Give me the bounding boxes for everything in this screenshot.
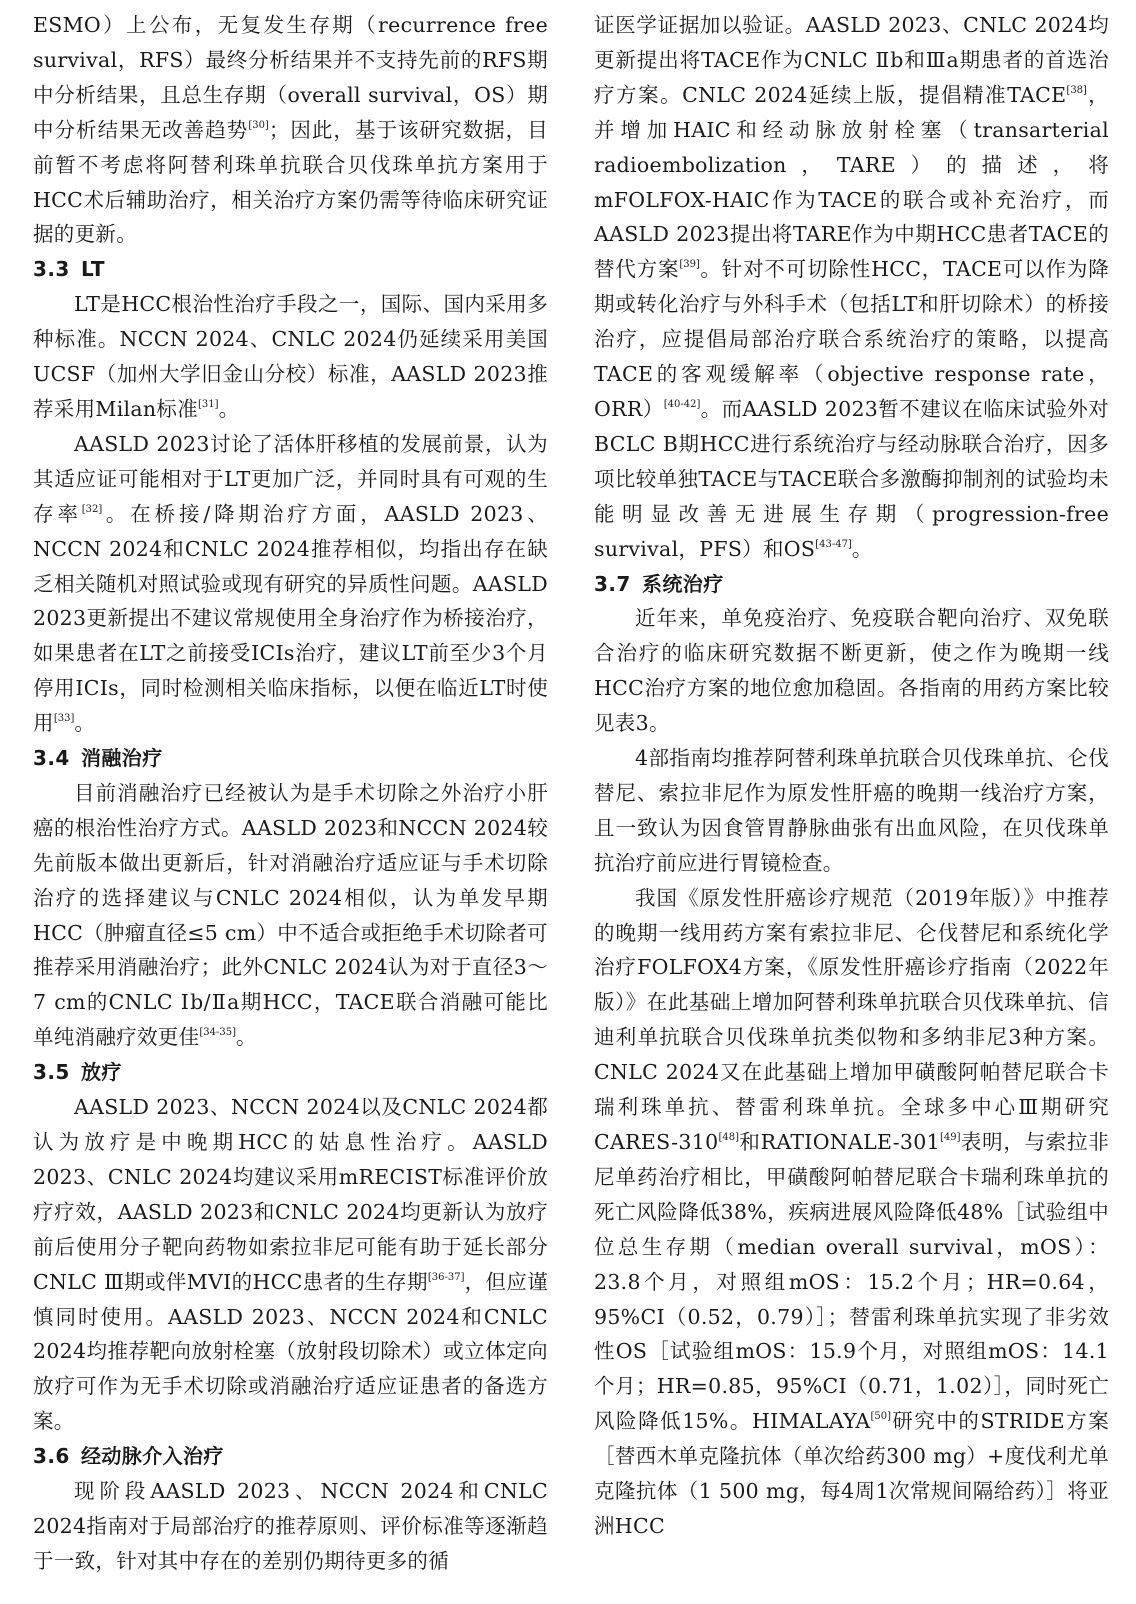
text-run: 证医学证据加以验证。AASLD 2023、CNLC 2024均更新提出将TACE作为CNLC Ⅱb和Ⅲa期患者的首选治疗方案。CNLC 2024延续上版，提倡精准TACE — [594, 13, 1109, 107]
right-column — [594, 8, 1109, 1544]
citation-ref: [48] — [718, 1132, 739, 1143]
citation-ref: [33] — [53, 713, 75, 725]
section-title: 放疗 — [81, 1060, 122, 1085]
text-run: ，并增加HAIC和经动脉放射栓塞（transarterial radioembolization，TARE）的描述，将mFOLFOX-HAIC作为TACE的联合或补充治疗，而AASLD 2023提出将TARE作为中期HCC患者TACE的替代方案 — [594, 82, 1109, 282]
text-run: ESMO）上公布，无复发生存期（recurrence free survival，RFS）最终分析结果并不支持先前的RFS期中分析结果，且总生存期（overall survival，OS）期中分析结果无改善趋势 — [33, 13, 548, 142]
section-number: 3.3 — [33, 257, 70, 282]
section-heading — [33, 741, 548, 776]
section-title: LT — [81, 257, 105, 282]
citation-ref: [43-47] — [815, 538, 852, 550]
text-run: 。 — [236, 1025, 257, 1050]
section-title: 系统治疗 — [642, 571, 724, 596]
left-column — [33, 8, 548, 1579]
body-paragraph — [33, 1090, 548, 1439]
section-title: 经动脉介入治疗 — [81, 1444, 224, 1469]
citation-ref: [39] — [679, 259, 700, 271]
text-run: 。而AASLD 2023暂不建议在临床试验外对BCLC B期HCC进行系统治疗与经动脉联合治疗，因多项比较单独TACE与TACE联合多激酶抑制剂的试验均未能明显改善无进展生存期（progression-free survival，PFS）和OS — [594, 396, 1109, 561]
citation-ref: [34-35] — [199, 1027, 237, 1039]
body-paragraph — [33, 8, 548, 252]
text-run: LT是HCC根治性治疗手段之一，国际、国内采用多种标准。NCCN 2024、CNLC 2024仍延续采用美国UCSF（加州大学旧金山分校）标准，AASLD 2023推荐采用Milan标准 — [33, 292, 548, 421]
body-paragraph — [33, 427, 548, 741]
text-run: ，但应谨慎同时使用。AASLD 2023、NCCN 2024和CNLC 2024均推荐靶向放射栓塞（放射段切除术）或立体定向放疗可作为无手术切除或消融治疗适应证患者的备选方案。 — [33, 1269, 548, 1434]
text-run: 表明，与索拉非尼单药治疗相比，甲磺酸阿帕替尼联合卡瑞利珠单抗的死亡风险降低38%，疾病进展风险降低48%［试验组中位总生存期（median overall survival，mOS）：23.8个月，对照组mOS：15.2个月；HR=0.64，95%CI（0.52，0.79）］；替雷利珠单抗实现了非劣效性OS［试验组mOS：15.9个月，对照组mOS：14.1个月；HR=0.85，95%CI（0.71，1.02）］，同时死亡风险降低15%。HIMALAYA — [594, 1130, 1109, 1434]
body-paragraph — [594, 8, 1109, 567]
section-number: 3.4 — [33, 746, 70, 771]
text-run: 。 — [851, 536, 873, 561]
text-run: 现阶段AASLD 2023、NCCN 2024和CNLC 2024指南对于局部治疗的推荐原则、评价标准等逐渐趋于一致，针对其中存在的差别仍期待更多的循 — [33, 1479, 548, 1573]
body-paragraph — [33, 776, 548, 1055]
citation-ref: [40-42] — [663, 398, 701, 410]
text-run: 我国《原发性肝癌诊疗规范（2019年版）》中推荐的晚期一线用药方案有索拉非尼、仑伐替尼和系统化学治疗FOLFOX4方案，《原发性肝癌诊疗指南（2022年版）》在此基础上增加阿替利珠单抗联合贝伐珠单抗、信迪利单抗联合贝伐珠单抗类似物和多纳非尼3种方案。CNLC 2024又在此基础上增加甲磺酸阿帕替尼联合卡瑞利珠单抗、替雷利珠单抗。全球多中心Ⅲ期研究CARES-310 — [594, 885, 1109, 1154]
section-number: 3.7 — [594, 571, 631, 596]
text-run: 目前消融治疗已经被认为是手术切除之外治疗小肝癌的根治性治疗方式。AASLD 2023和NCCN 2024较先前版本做出更新后，针对消融治疗适应证与手术切除治疗的选择建议与CNLC 2024相似，认为单发早期HCC（肿瘤直径≤5 cm）中不适合或拒绝手术切除者可推荐采用消融治疗；此外CNLC 2024认为对于直径3～7 cm的CNLC Ⅰb/Ⅱa期HCC，TACE联合消融可能比单纯消融疗效更佳 — [33, 780, 548, 1050]
citation-ref: [49] — [939, 1132, 961, 1143]
section-heading — [33, 1439, 548, 1474]
citation-ref: [50] — [870, 1411, 891, 1423]
section-title: 消融治疗 — [81, 746, 163, 771]
section-heading — [594, 567, 1109, 602]
section-number: 3.6 — [33, 1444, 70, 1469]
body-paragraph — [33, 287, 548, 427]
citation-ref: [32] — [81, 503, 103, 515]
section-number: 3.5 — [33, 1060, 70, 1085]
body-paragraph — [594, 881, 1109, 1544]
text-run: 。 — [74, 711, 96, 736]
section-heading — [33, 1055, 548, 1090]
citation-ref: [30] — [248, 119, 269, 131]
text-run: ；因此，基于该研究数据，目前暂不考虑将阿替利珠单抗联合贝伐珠单抗方案用于HCC术后辅助治疗，相关治疗方案仍需等待临床研究证据的更新。 — [33, 117, 549, 247]
citation-ref: [31] — [198, 398, 219, 410]
text-run: 。针对不可切除性HCC，TACE可以作为降期或转化治疗与外科手术（包括LT和肝切除术）的桥接治疗，应提倡局部治疗联合系统治疗的策略，以提高TACE的客观缓解率（objective response rate，ORR） — [594, 257, 1109, 421]
section-heading — [33, 252, 548, 287]
text-run: AASLD 2023讨论了活体肝移植的发展前景，认为其适应证可能相对于LT更加广泛，并同时具有可观的生存率 — [33, 431, 548, 526]
text-run: 和RATIONALE-301 — [738, 1130, 940, 1154]
text-run: 研究中的STRIDE方案［替西木单克隆抗体（单次给药300 mg）+度伐利尤单克隆抗体（1 500 mg，每4周1次常规间隔给药）］将亚洲HCC — [594, 1409, 1109, 1538]
text-run: 4部指南均推荐阿替利珠单抗联合贝伐珠单抗、仑伐替尼、索拉非尼作为原发性肝癌的晚期一线治疗方案，且一致认为因食管胃静脉曲张有出血风险，在贝伐珠单抗治疗前应进行胃镜检查。 — [594, 746, 1109, 875]
body-paragraph — [594, 741, 1109, 881]
text-run: 近年来，单免疫治疗、免疫联合靶向治疗、双免联合治疗的临床研究数据不断更新，使之作为晚期一线HCC治疗方案的地位愈加稳固。各指南的用药方案比较见表3。 — [594, 606, 1109, 736]
body-paragraph — [33, 1474, 548, 1579]
citation-ref: [36-37] — [427, 1271, 465, 1283]
citation-ref: [38] — [1066, 84, 1087, 96]
text-run: AASLD 2023、NCCN 2024以及CNLC 2024都认为放疗是中晚期HCC的姑息性治疗。AASLD 2023、CNLC 2024均建议采用mRECIST标准评价放疗疗效，AASLD 2023和CNLC 2024均更新认为放疗前后使用分子靶向药物如索拉非尼可能有助于延长部分CNLC Ⅲ期或伴MVI的HCC患者的生存期 — [33, 1095, 548, 1294]
text-run: 。在桥接/降期治疗方面，AASLD 2023、NCCN 2024和CNLC 2024推荐相似，均指出存在缺乏相关随机对照试验或现有研究的异质性问题。AASLD 2023更新提出不建议常规使用全身治疗作为桥接治疗，如果患者在LT之前接受ICIs治疗，建议LT前至少3个月停用ICIs，同时检测相关临床指标，以便在临近LT时使用 — [33, 501, 548, 736]
body-paragraph — [594, 601, 1109, 741]
text-run: 。 — [218, 396, 240, 421]
